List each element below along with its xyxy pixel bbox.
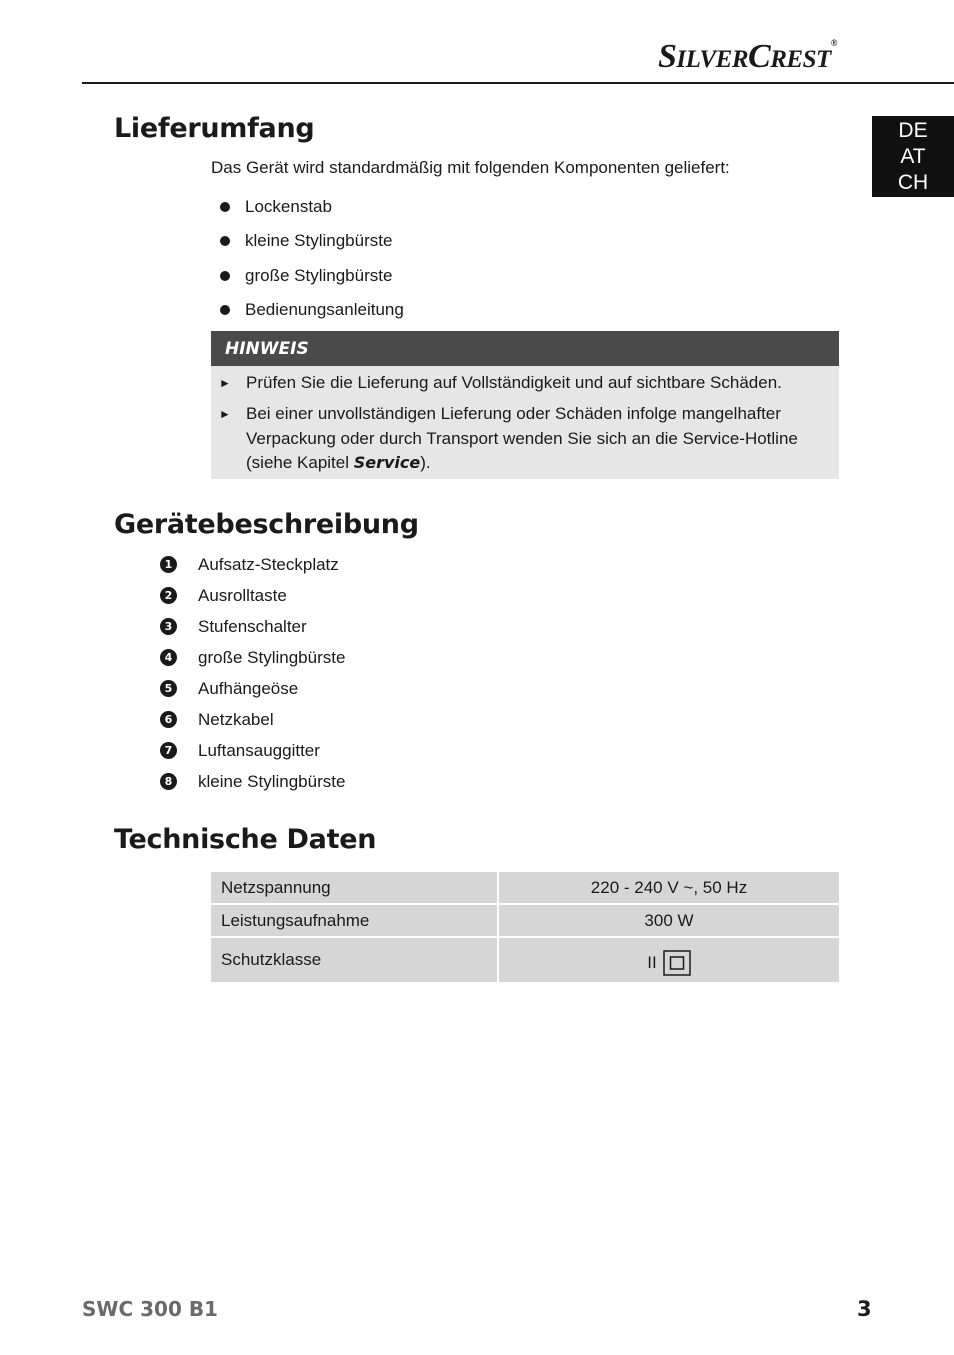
list-item: 3 Stufenschalter — [160, 611, 345, 642]
brand-logo — [658, 38, 837, 74]
bullet-icon — [220, 202, 230, 212]
list-item: 7 Luftansauggitter — [160, 735, 345, 766]
arrow-right-icon: ► — [219, 376, 231, 390]
section-title-description: Gerätebeschreibung — [114, 509, 419, 540]
table-row — [211, 905, 839, 938]
list-item: 2 Ausrolltaste — [160, 580, 345, 611]
number-badge: 3 — [160, 618, 177, 635]
tech-key: Leistungsaufnahme — [211, 905, 497, 938]
registered-mark: ® — [830, 38, 837, 48]
note-box — [211, 331, 839, 479]
tech-value: 220 - 240 V ~, 50 Hz — [497, 872, 839, 905]
number-badge: 6 — [160, 711, 177, 728]
header-divider — [82, 82, 954, 84]
double-square-icon — [663, 950, 691, 976]
brand-letter-s: S — [658, 38, 677, 75]
table-row — [211, 872, 839, 905]
tech-table — [211, 872, 839, 984]
list-item: 5 Aufhängeöse — [160, 673, 345, 704]
bullet-icon — [220, 236, 230, 246]
table-row — [211, 938, 839, 984]
number-badge: 1 — [160, 556, 177, 573]
note-item: ► Prüfen Sie die Lieferung auf Vollständigkeit und auf sichtbare Schäden. — [219, 371, 826, 396]
number-badge: 2 — [160, 587, 177, 604]
service-reference: Service — [353, 453, 421, 472]
tech-key: Schutzklasse — [211, 938, 497, 984]
list-item: 1 Aufsatz-Steckplatz — [160, 549, 345, 580]
brand-rest: REST — [770, 46, 831, 73]
protection-class-label: II — [647, 953, 657, 972]
section-title-scope: Lieferumfang — [114, 113, 315, 144]
footer-model: SWC 300 B1 — [82, 1297, 218, 1321]
parts-list — [160, 549, 345, 797]
list-item: 8 kleine Stylingbürste — [160, 766, 345, 797]
brand-ilver: ILVER — [676, 46, 749, 73]
tech-key: Netzspannung — [211, 872, 497, 905]
tech-value — [497, 938, 839, 984]
brand-letter-c: C — [748, 38, 771, 75]
lang-ch: CH — [897, 170, 929, 194]
number-badge: 8 — [160, 773, 177, 790]
number-badge: 5 — [160, 680, 177, 697]
lang-de: DE — [898, 118, 928, 142]
language-tab — [872, 116, 954, 197]
scope-list — [218, 190, 404, 327]
note-header: HINWEIS — [211, 331, 839, 366]
list-item: 4 große Stylingbürste — [160, 642, 345, 673]
page-number: 3 — [857, 1297, 872, 1321]
scope-intro: Das Gerät wird standardmäßig mit folgenden Komponenten geliefert: — [211, 158, 730, 177]
number-badge: 7 — [160, 742, 177, 759]
tech-value: 300 W — [497, 905, 839, 938]
list-item: kleine Stylingbürste — [218, 224, 404, 258]
arrow-right-icon: ► — [219, 407, 231, 421]
section-title-tech: Technische Daten — [114, 824, 377, 855]
list-item: große Stylingbürste — [218, 259, 404, 293]
list-item: Lockenstab — [218, 190, 404, 224]
bullet-icon — [220, 305, 230, 315]
list-item: Bedienungsanleitung — [218, 293, 404, 327]
note-item: ► Bei einer unvollständigen Lieferung oder Schäden infolge mangelhafter Verpackung oder durch Transport wenden Sie sich an die Service-Hotline (siehe Kapitel Service). — [219, 402, 826, 476]
number-badge: 4 — [160, 649, 177, 666]
lang-at: AT — [900, 144, 926, 168]
bullet-icon — [220, 271, 230, 281]
list-item: 6 Netzkabel — [160, 704, 345, 735]
